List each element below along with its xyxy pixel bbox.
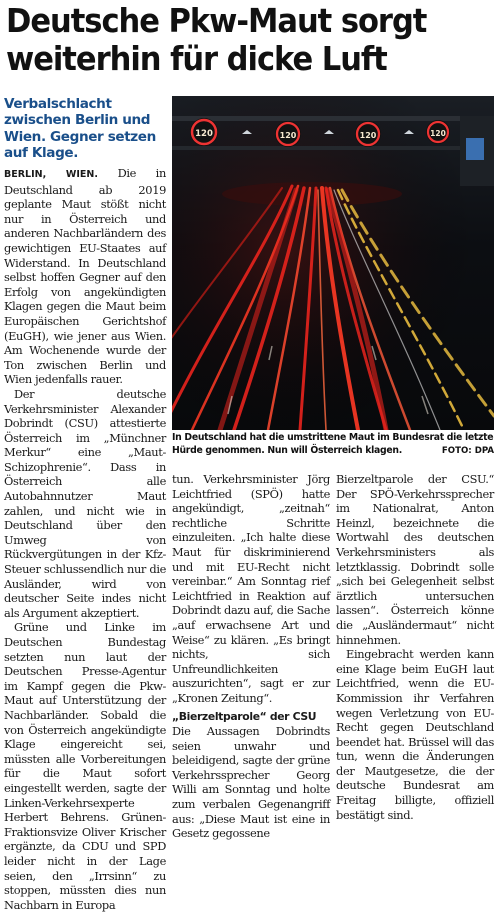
speed-sign-1 xyxy=(190,118,218,146)
caption-text: In Deutschland hat die umstrittene Maut im Bundesrat die letzte Hürde genommen. Nun will Österreich klagen. xyxy=(172,432,494,456)
highway-light-trails-image xyxy=(172,96,494,430)
svg-text:120: 120 xyxy=(430,129,446,138)
paragraph: Grüne und Linke im Deutschen Bundestag setzten nun laut der Deutschen Presse-Agentur im Kampf gegen die Pkw-Maut auf Unterstützung der Nachbarländer. Sobald die von Österreich angekündigte Klage eingereicht sei, müssten alle Vorbereitungen für die Maut sofort eingestellt werden, sagte der Linken-Verkehrsexperte Herbert Behrens. Grünen-Fraktionsvize Oliver Krischer ergänzte, da CDU und SPD leider nicht in der Lage seien, den „Irrsinn“ zu stoppen, müssten dies nun Nachbarn in Europa xyxy=(4,620,166,912)
highway-photo xyxy=(172,96,494,430)
paragraph: tun. Verkehrsminister Jörg Leichtfried (SPÖ) hatte angekündigt, „zeitnah“ rechtliche Schritte einzuleiten. „Ich halte diese Maut für diskriminierend und mit EU-Recht nicht vereinbar.“ Am Sonntag rief Leichtfried in Reaktion auf Dobrindt dazu auf, die Sache „auf erwachsene Art und Weise“ zu klären. „Es bringt nichts, sich Unfreundlichkeiten auszurichten“, sagt er zur „Kronen Zeitung“. xyxy=(172,472,330,705)
photo-credit: FOTO: DPA xyxy=(441,445,494,456)
paragraph-text: Die in Deutschland ab 2019 geplante Maut stößt nicht nur in Österreich und anderen Nachbarländern des gewichtigen EU-Staates auf Widerstand. In Deutschland selbst hoffen Gegner auf den Erfolg von angekündigten Klagen gegen die Maut beim Europäischen Gerichtshof (EuGH), wie jener aus Wien. Am Wochenende wurde der Ton zwischen Berlin und Wien jedenfalls rauer. xyxy=(4,166,166,387)
photo-caption xyxy=(172,432,494,457)
svg-text:120: 120 xyxy=(195,129,213,139)
paragraph xyxy=(4,166,166,387)
paragraph: Der deutsche Verkehrsminister Alexander Dobrindt (CSU) attestierte Österreich im „Münchner Merkur“ eine „Maut-Schizophrenie“. Dass in Österreich alle Autobahnnutzer Maut zahlen, und nicht wie in Deutschland über den Umweg von Rückvergütungen in der Kfz-Steuer schlussendlich nur die Ausländer, wird von deutscher Seite indes nicht als Argument akzeptiert. xyxy=(4,386,166,620)
article-column-2 xyxy=(172,472,330,841)
dateline: BERLIN, WIEN. xyxy=(4,169,98,180)
headline-line-2: weiterhin für dicke Luft xyxy=(6,40,387,78)
paragraph: Bierzeltparole der CSU.“ Der SPÖ-Verkehrssprecher im Nationalrat, Anton Heinzl, bezeichnete die Wortwahl des deutschen Verkehrsministers als letztklassig. Dobrindt solle „sich bei Gelegenheit selbst ärztlich untersuchen lassen“. Österreich könne die „Ausländermaut“ nicht hinnehmen. xyxy=(336,472,494,647)
speed-sign-2 xyxy=(275,121,301,147)
article-column-3 xyxy=(336,472,494,822)
svg-text:120: 120 xyxy=(359,131,377,140)
headline-line-1: Deutsche Pkw-Maut sorgt xyxy=(6,2,427,40)
svg-text:120: 120 xyxy=(279,131,297,140)
speed-sign-4 xyxy=(426,120,450,144)
article-column-1 xyxy=(4,166,166,912)
paragraph: Die Aussagen Dobrindts seien unwahr und beleidigend, sagte der grüne Verkehrssprecher Georg Willi am Sonntag und holte zum verbalen Gegenangriff aus: „Diese Maut ist eine in Gesetz gegossene xyxy=(172,724,330,841)
paragraph: Eingebracht werden kann eine Klage beim EuGH laut Leichtfried, wenn die EU-Kommission ihr Verfahren wegen Verletzung von EU-Recht gegen Deutschland beendet hat. Brüssel will das tun, wenn die Änderungen der Mautgesetze, die der deutsche Bundesrat am Freitag billigte, offiziell bestätigt sind. xyxy=(336,647,494,822)
headline xyxy=(6,2,465,78)
section-subhead: „Bierzeltparole“ der CSU xyxy=(172,709,317,723)
speed-sign-3 xyxy=(355,121,381,147)
subheadline: Verbalschlacht zwischen Berlin und Wien. Gegner setzen auf Klage. xyxy=(4,96,156,162)
